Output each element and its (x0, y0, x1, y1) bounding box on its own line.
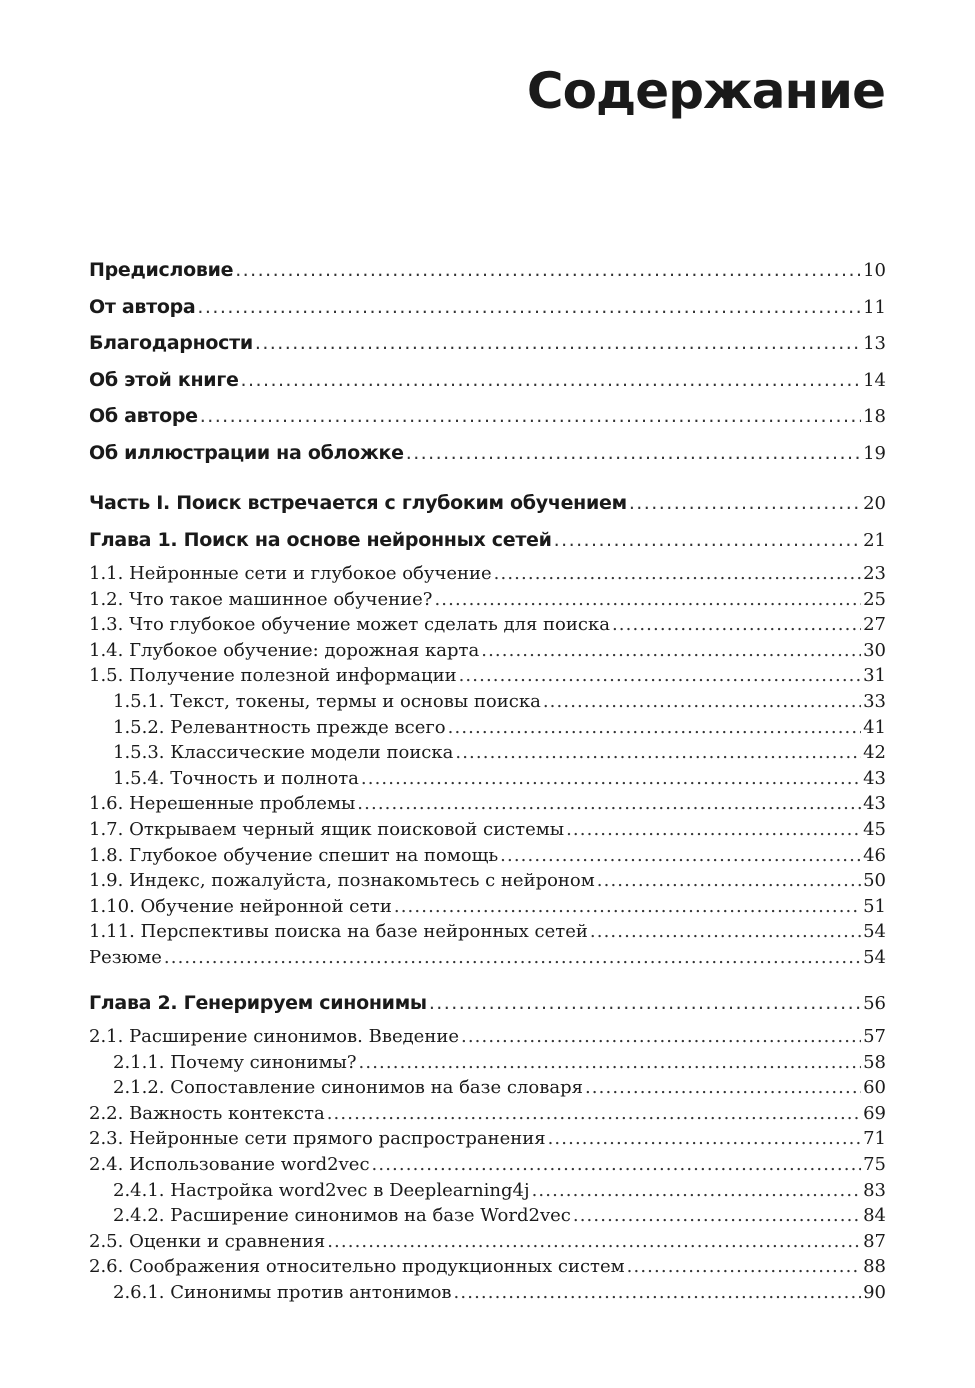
toc-entry[interactable] (89, 587, 886, 613)
dot-leader (494, 561, 861, 587)
toc-entry-title: 1.3. Что глубокое обучение может сделать для поиска (89, 614, 610, 636)
toc-entry-about-author[interactable] (89, 398, 886, 435)
dot-leader (590, 919, 861, 945)
toc-entry-title: Об этой книге (89, 368, 239, 391)
toc-entry[interactable] (89, 817, 886, 843)
toc-entry-about-cover[interactable] (89, 435, 886, 472)
dot-leader (455, 740, 861, 766)
toc-entry-title: 1.5. Получение полезной информации (89, 665, 457, 687)
toc-page-number: 43 (863, 793, 886, 815)
dot-leader (629, 485, 861, 522)
toc-entry-title: 2.4.2. Расширение синонимов на базе Word2vec (113, 1205, 571, 1227)
dot-leader (164, 945, 861, 971)
dot-leader (372, 1152, 862, 1178)
toc-subentry[interactable] (89, 1050, 886, 1076)
toc-entry-title: 2.1.1. Почему синонимы? (113, 1051, 357, 1073)
dot-leader (255, 325, 861, 362)
toc-entry-title: 2.1.2. Сопоставление синонимов на базе словаря (113, 1077, 583, 1099)
table-of-contents (89, 252, 886, 1306)
toc-page-number: 71 (863, 1128, 886, 1150)
toc-subentry[interactable] (89, 740, 886, 766)
dot-leader (327, 1101, 861, 1127)
toc-entry-title: 1.1. Нейронные сети и глубокое обучение (89, 563, 492, 584)
toc-subentry[interactable] (89, 1075, 886, 1101)
toc-page-number: 14 (863, 369, 886, 391)
toc-page-number: 54 (863, 921, 886, 943)
dot-leader (461, 1024, 861, 1050)
dot-leader (585, 1075, 861, 1101)
toc-page-number: 60 (863, 1077, 886, 1099)
toc-entry[interactable] (89, 638, 886, 664)
dot-leader (359, 1050, 862, 1076)
toc-subentry[interactable] (89, 1203, 886, 1229)
dot-leader (394, 894, 861, 920)
dot-leader (548, 1126, 862, 1152)
toc-entry-title: Благодарности (89, 332, 253, 354)
toc-page-number: 41 (863, 716, 886, 738)
dot-leader (434, 587, 861, 613)
toc-page-number: 43 (863, 767, 886, 789)
toc-entry[interactable] (89, 612, 886, 638)
spacer (89, 471, 886, 485)
toc-page-number: 33 (863, 690, 886, 712)
toc-entry-chapter-2[interactable] (89, 985, 886, 1022)
dot-leader (357, 791, 861, 817)
toc-entry-title: 1.5.1. Текст, токены, термы и основы поиска (113, 690, 541, 712)
toc-page-number: 19 (863, 442, 886, 464)
toc-page-number: 56 (863, 992, 886, 1014)
toc-page-number: 25 (863, 588, 886, 610)
toc-subentry[interactable] (89, 715, 886, 741)
toc-subentry[interactable] (89, 1280, 886, 1306)
toc-entry[interactable] (89, 894, 886, 920)
toc-entry-title: Об авторе (89, 405, 198, 427)
toc-entry-title: 2.5. Оценки и сравнения (89, 1230, 326, 1252)
toc-entry-part-1[interactable] (89, 485, 886, 522)
toc-entry-title: Предисловие (89, 259, 234, 281)
toc-entry[interactable] (89, 791, 886, 817)
toc-entry-title: 2.6.1. Синонимы против антонимов (113, 1281, 452, 1303)
toc-entry-title: 1.2. Что такое машинное обучение? (89, 588, 433, 610)
toc-entry[interactable] (89, 919, 886, 945)
dot-leader (459, 663, 862, 689)
toc-page-number: 46 (863, 844, 886, 866)
toc-page-number: 11 (863, 296, 886, 318)
dot-leader (554, 522, 861, 559)
toc-entry-title: 2.1. Расширение синонимов. Введение (89, 1026, 459, 1047)
toc-entry-title: Глава 2. Генерируем синонимы (89, 991, 427, 1014)
dot-leader (361, 766, 861, 792)
dot-leader (429, 985, 861, 1022)
toc-page-number: 87 (863, 1230, 886, 1252)
toc-page-number: 84 (863, 1205, 886, 1227)
toc-page-number: 18 (863, 406, 886, 427)
toc-page-number: 45 (863, 818, 886, 840)
toc-entry-title: 1.9. Индекс, пожалуйста, познакомьтесь с нейроном (89, 870, 595, 892)
toc-page-number: 13 (863, 333, 886, 354)
dot-leader (597, 868, 861, 894)
toc-entry[interactable] (89, 843, 886, 869)
toc-entry[interactable] (89, 1024, 886, 1050)
toc-page-number: 31 (863, 665, 886, 687)
toc-entry-title: 1.5.4. Точность и полнота (113, 767, 359, 789)
toc-entry-title: Часть I. Поиск встречается с глубоким обучением (89, 492, 627, 514)
toc-entry-about-book[interactable] (89, 362, 886, 399)
toc-page-number: 30 (863, 639, 886, 661)
toc-entry-title: Глава 1. Поиск на основе нейронных сетей (89, 528, 552, 551)
toc-entry[interactable] (89, 1152, 886, 1178)
dot-leader (448, 715, 861, 741)
dot-leader (612, 612, 861, 638)
toc-entry-title: Резюме (89, 946, 162, 968)
toc-entry-chapter-1[interactable] (89, 522, 886, 559)
toc-entry-acknowledgements[interactable] (89, 325, 886, 362)
toc-entry-from-author[interactable] (89, 289, 886, 326)
toc-entry-title: Об иллюстрации на обложке (89, 441, 404, 464)
toc-page-number: 23 (863, 563, 886, 584)
toc-entry[interactable] (89, 1254, 886, 1280)
toc-subentry[interactable] (89, 1178, 886, 1204)
dot-leader (481, 638, 861, 664)
toc-entry[interactable] (89, 663, 886, 689)
dot-leader (327, 1229, 861, 1255)
dot-leader (566, 817, 861, 843)
toc-page-number: 42 (863, 742, 886, 764)
toc-entry[interactable] (89, 1101, 886, 1127)
toc-subentry[interactable] (89, 766, 886, 792)
toc-entry[interactable] (89, 868, 886, 894)
toc-page-number: 88 (863, 1256, 886, 1278)
toc-entry-title: 2.4.1. Настройка word2vec в Deeplearning4j (113, 1179, 530, 1201)
toc-entry-title: 1.7. Открываем черный ящик поисковой системы (89, 818, 565, 840)
toc-entry-title: 1.4. Глубокое обучение: дорожная карта (89, 639, 480, 661)
dot-leader (627, 1254, 861, 1280)
toc-entry-title: 1.6. Нерешенные проблемы (89, 793, 356, 815)
toc-entry[interactable] (89, 945, 886, 971)
toc-page-number: 58 (863, 1051, 886, 1073)
toc-entry-title: 2.2. Важность контекста (89, 1102, 325, 1124)
toc-page-number: 27 (863, 614, 886, 636)
dot-leader (543, 689, 861, 715)
toc-page-number: 21 (863, 529, 886, 551)
page-title: Содержание (526, 62, 885, 120)
toc-entry-title: 2.4. Использование word2vec (89, 1153, 370, 1175)
toc-page-number: 20 (863, 493, 886, 514)
toc-entry-title: 1.8. Глубокое обучение спешит на помощь (89, 844, 499, 866)
toc-page-number: 50 (863, 870, 886, 892)
toc-entry[interactable] (89, 561, 886, 587)
toc-entry-title: 1.11. Перспективы поиска на базе нейронных сетей (89, 921, 588, 943)
toc-subentry[interactable] (89, 689, 886, 715)
toc-entry-title: От автора (89, 295, 196, 318)
toc-entry-title: 1.5.3. Классические модели поиска (113, 742, 454, 764)
dot-leader (454, 1280, 862, 1306)
toc-page-number: 69 (863, 1102, 886, 1124)
toc-page-number: 90 (863, 1281, 886, 1303)
dot-leader (406, 435, 861, 472)
dot-leader (200, 398, 861, 435)
toc-page-number: 51 (863, 895, 886, 917)
toc-entry-title: 2.6. Соображения относительно продукционных систем (89, 1256, 625, 1278)
toc-entry-preface[interactable] (89, 252, 886, 289)
dot-leader (241, 362, 862, 399)
toc-entry-title: 2.3. Нейронные сети прямого распространения (89, 1128, 546, 1150)
toc-page-number: 54 (863, 946, 886, 968)
toc-entry[interactable] (89, 1126, 886, 1152)
toc-page-number: 83 (863, 1179, 886, 1201)
dot-leader (500, 843, 861, 869)
toc-entry-title: 1.10. Обучение нейронной сети (89, 895, 392, 917)
spacer (89, 971, 886, 985)
toc-entry-title: 1.5.2. Релевантность прежде всего (113, 716, 446, 738)
dot-leader (197, 289, 861, 326)
toc-entry[interactable] (89, 1229, 886, 1255)
toc-page-number: 75 (863, 1153, 886, 1175)
dot-leader (573, 1203, 861, 1229)
dot-leader (532, 1178, 862, 1204)
toc-page-number: 10 (863, 260, 886, 281)
dot-leader (235, 252, 861, 289)
toc-page-number: 57 (863, 1026, 886, 1047)
